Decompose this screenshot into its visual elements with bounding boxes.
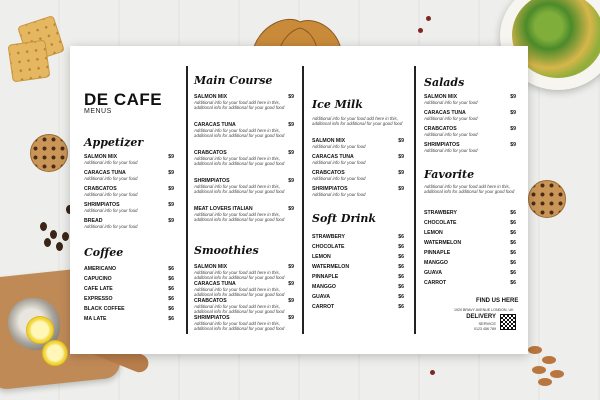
menu-item [84, 316, 174, 322]
cookie-image [528, 180, 566, 218]
menu-item [424, 110, 516, 121]
item-desc: Additional info for your food add here in this, additional info for additional for your good food [194, 156, 285, 167]
item-price: $6 [510, 220, 516, 226]
menu-item [194, 281, 294, 297]
menu-item [84, 170, 174, 181]
item-price: $6 [398, 264, 404, 270]
coffee-bean-image [50, 230, 57, 239]
item-name: BREAD [84, 218, 103, 224]
item-price: $9 [288, 298, 294, 304]
menu-item [424, 280, 516, 286]
item-name: STRAWBERY [312, 234, 345, 240]
item-name: WATERMELON [424, 240, 462, 246]
service-label: SERVICE [478, 321, 496, 326]
cookie-image [30, 134, 68, 172]
menu-item [424, 210, 516, 216]
coffee-bean-image [62, 232, 69, 241]
menu-item [194, 298, 294, 314]
item-price: $6 [168, 316, 174, 322]
item-price: $9 [288, 264, 294, 270]
phone-number: 0123 456 789 [474, 327, 496, 331]
item-name: CARACAS TUNA [84, 170, 126, 176]
menu-item [312, 284, 404, 290]
item-desc: Additional info for your food add here in this, additional info for additional for your good food [194, 128, 285, 139]
item-desc: Additional info for your food [312, 176, 366, 181]
item-desc: Additional info for your food [84, 160, 138, 165]
column-divider [186, 66, 188, 334]
item-price: $6 [168, 266, 174, 272]
item-price: $9 [288, 122, 294, 128]
brand-subtitle: MENUS [84, 108, 112, 115]
item-name: SALMON MIX [424, 94, 458, 100]
item-desc: Additional info for your food add here in this, additional info for additional for your good food [194, 100, 285, 111]
item-price: $6 [398, 234, 404, 240]
smoothies-title: Smoothies [194, 244, 259, 257]
qr-code-icon[interactable] [500, 314, 516, 330]
item-price: $6 [168, 276, 174, 282]
item-name: CRABCATOS [84, 186, 117, 192]
item-desc: Additional info for your food [424, 132, 478, 137]
lemon-slice-image [42, 340, 68, 366]
menu-item [312, 244, 404, 250]
item-price: $9 [288, 94, 294, 100]
item-name: CRABCATOS [312, 170, 345, 176]
item-price: $9 [288, 206, 294, 212]
item-price: $9 [288, 150, 294, 156]
item-desc: Additional info for your food [424, 148, 478, 153]
cracker-image [8, 40, 51, 83]
item-desc: Additional info for your food [84, 224, 138, 229]
menu-item [424, 260, 516, 266]
menu-item [194, 150, 294, 166]
column-divider [302, 66, 304, 334]
item-price: $9 [510, 126, 516, 132]
ice-milk-intro: Additional info for your food add here in this, additional info for additional for your good food [312, 116, 403, 127]
menu-sheet [70, 46, 528, 354]
item-desc: Additional info for your food [312, 192, 366, 197]
item-name: SALMON MIX [194, 264, 228, 270]
menu-item [312, 234, 404, 240]
menu-item [194, 264, 294, 280]
column-divider [414, 66, 416, 334]
peppercorn-image [430, 370, 435, 375]
item-name: CRABCATOS [424, 126, 457, 132]
item-price: $6 [510, 250, 516, 256]
item-price: $6 [510, 240, 516, 246]
main-course-title: Main Course [194, 74, 273, 87]
item-price: $6 [398, 304, 404, 310]
item-price: $9 [288, 315, 294, 321]
item-name: WATERMELON [312, 264, 350, 270]
item-price: $6 [398, 294, 404, 300]
item-price: $6 [168, 306, 174, 312]
item-name: SHRIMPIATOS [194, 178, 230, 184]
item-price: $6 [510, 230, 516, 236]
item-desc: Additional info for your food add here in this, additional info for additional for your good food [194, 212, 285, 223]
menu-item [194, 206, 294, 222]
menu-item [312, 264, 404, 270]
peppercorn-image [418, 28, 423, 33]
item-price: $9 [510, 94, 516, 100]
item-price: $9 [398, 138, 404, 144]
item-price: $6 [510, 210, 516, 216]
menu-item [424, 220, 516, 226]
item-name: LEMON [312, 254, 331, 260]
item-name: BLACK COFFEE [84, 306, 125, 312]
item-name: PINNAPLE [424, 250, 451, 256]
soft-drink-title: Soft Drink [312, 212, 377, 225]
coffee-bean-image [40, 222, 47, 231]
item-name: STRAWBERY [424, 210, 457, 216]
item-desc: Additional info for your food [312, 160, 366, 165]
item-name: MA LATE [84, 316, 107, 322]
item-name: SHRIMPIATOS [424, 142, 460, 148]
item-price: $9 [168, 154, 174, 160]
menu-item [84, 202, 174, 213]
menu-item [312, 154, 404, 165]
salads-title: Salads [424, 76, 465, 89]
item-price: $6 [510, 260, 516, 266]
item-desc: Additional info for your food [84, 208, 138, 213]
item-price: $9 [510, 142, 516, 148]
item-name: CAFE LATE [84, 286, 113, 292]
item-price: $6 [398, 274, 404, 280]
menu-item [424, 142, 516, 153]
delivery-label: DELIVERY [466, 314, 496, 320]
menu-item [312, 304, 404, 310]
item-price: $6 [168, 296, 174, 302]
item-name: SHRIMPIATOS [312, 186, 348, 192]
item-name: CARACAS TUNA [194, 281, 236, 287]
item-name: CARACAS TUNA [424, 110, 466, 116]
item-price: $9 [168, 218, 174, 224]
almond-image [542, 356, 556, 364]
menu-item [84, 296, 174, 302]
menu-item [84, 276, 174, 282]
item-name: MANGGO [312, 284, 336, 290]
item-name: LEMON [424, 230, 443, 236]
menu-item [424, 230, 516, 236]
menu-item [312, 170, 404, 181]
item-price: $6 [510, 280, 516, 286]
item-price: $9 [398, 186, 404, 192]
item-price: $9 [168, 170, 174, 176]
menu-item [312, 254, 404, 260]
menu-item [194, 122, 294, 138]
menu-item [424, 94, 516, 105]
item-name: CARACAS TUNA [312, 154, 354, 160]
menu-item [312, 294, 404, 300]
item-name: SALMON MIX [312, 138, 346, 144]
item-desc: Additional info for your food [84, 176, 138, 181]
menu-item [312, 274, 404, 280]
menu-item [84, 286, 174, 292]
almond-image [550, 370, 564, 378]
menu-item [424, 126, 516, 137]
item-desc: Additional info for your food add here in this, additional info for additional for your good food [194, 304, 285, 315]
item-name: CAPUCINO [84, 276, 112, 282]
find-us-heading: FIND US HERE [476, 298, 519, 304]
item-price: $6 [398, 284, 404, 290]
item-name: SALMON MIX [194, 94, 228, 100]
item-price: $6 [398, 244, 404, 250]
almond-image [528, 346, 542, 354]
menu-item [84, 306, 174, 312]
item-price: $9 [398, 154, 404, 160]
menu-item [84, 154, 174, 165]
favorite-title: Favorite [424, 168, 475, 181]
item-desc: Additional info for your food add here in this, additional info for additional for your good food [194, 287, 285, 298]
item-desc: Additional info for your food [84, 192, 138, 197]
item-name: CARROT [312, 304, 335, 310]
item-desc: Additional info for your food [424, 100, 478, 105]
item-name: EXPRESSO [84, 296, 113, 302]
item-name: MEAT LOVERS ITALIAN [194, 206, 253, 212]
item-name: GUAVA [424, 270, 442, 276]
menu-item [194, 178, 294, 194]
menu-item [424, 250, 516, 256]
appetizer-title: Appetizer [84, 136, 144, 149]
item-name: SHRIMPIATOS [84, 202, 120, 208]
item-desc: Additional info for your food add here in this, additional info for additional for your good food [194, 184, 285, 195]
item-name: CARACAS TUNA [194, 122, 236, 128]
item-name: CARROT [424, 280, 447, 286]
item-price: $9 [168, 186, 174, 192]
menu-item [84, 186, 174, 197]
item-name: SALMON MIX [84, 154, 118, 160]
coffee-bean-image [44, 238, 51, 247]
almond-image [532, 366, 546, 374]
item-desc: Additional info for your food add here in this, additional info for additional for your good food [194, 270, 285, 281]
item-name: MANGGO [424, 260, 448, 266]
brand-title: DE CAFE [84, 90, 163, 109]
menu-item [312, 186, 404, 197]
item-desc: Additional info for your food add here in this, additional info for additional for your good food [194, 321, 285, 332]
item-desc: Additional info for your food [312, 144, 366, 149]
item-name: GUAVA [312, 294, 330, 300]
menu-item [194, 94, 294, 110]
item-name: AMERICANO [84, 266, 116, 272]
item-price: $6 [168, 286, 174, 292]
item-desc: Additional info for your food [424, 116, 478, 121]
coffee-title: Coffee [84, 246, 124, 259]
menu-item [424, 240, 516, 246]
menu-item [84, 266, 174, 272]
menu-item [424, 270, 516, 276]
item-name: PINNAPLE [312, 274, 339, 280]
item-price: $9 [288, 281, 294, 287]
almond-image [538, 378, 552, 386]
ice-milk-title: Ice Milk [312, 98, 363, 111]
item-price: $9 [288, 178, 294, 184]
item-name: SHRIMPIATOS [194, 315, 230, 321]
item-price: $9 [398, 170, 404, 176]
item-name: CHOCOLATE [312, 244, 345, 250]
menu-item [194, 315, 294, 331]
address-text: 1920 BRAVY AVENUE LONDON, UK [454, 308, 514, 312]
menu-item [312, 138, 404, 149]
menu-item [84, 218, 174, 229]
item-name: CRABCATOS [194, 298, 227, 304]
item-price: $9 [510, 110, 516, 116]
peppercorn-image [426, 16, 431, 21]
favorite-intro: Additional info for your food add here in this, additional info for additional for your good food [424, 184, 515, 195]
item-price: $6 [398, 254, 404, 260]
item-price: $9 [168, 202, 174, 208]
item-price: $6 [510, 270, 516, 276]
item-name: CRABCATOS [194, 150, 227, 156]
coffee-bean-image [56, 242, 63, 251]
item-name: CHOCOLATE [424, 220, 457, 226]
